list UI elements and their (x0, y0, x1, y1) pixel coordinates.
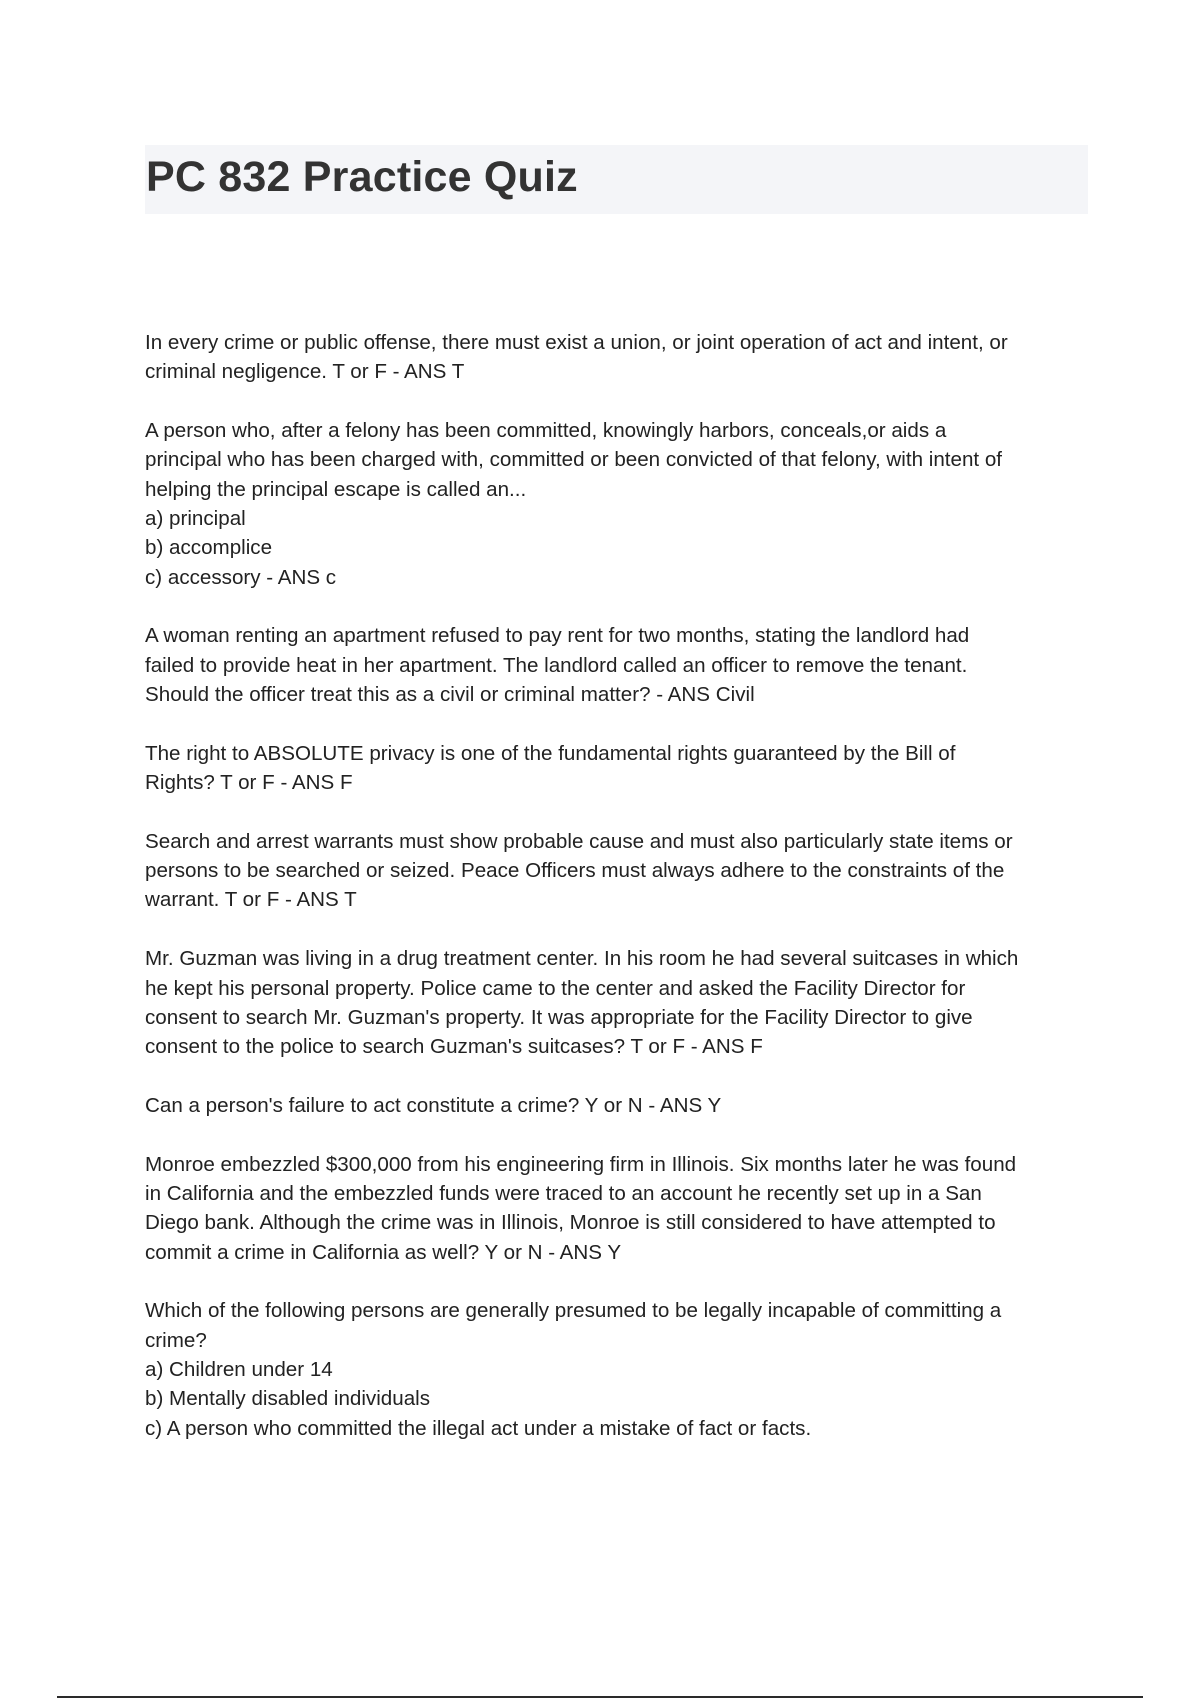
answer-option: c) A person who committed the illegal act under a mistake of fact or facts. (145, 1416, 812, 1440)
question-line: principal who has been charged with, committed or been convicted of that felony, with intent of (145, 448, 1003, 472)
question-line: criminal negligence. T or F - ANS T (145, 360, 465, 384)
page-title: PC 832 Practice Quiz (146, 153, 578, 201)
question-9 (145, 1296, 1090, 1442)
title-banner (145, 145, 1088, 214)
question-line: A woman renting an apartment refused to pay rent for two months, stating the landlord had (145, 624, 970, 648)
question-line: crime? (145, 1328, 207, 1352)
question-line: warrant. T or F - ANS T (145, 888, 357, 912)
question-1 (145, 328, 1090, 387)
question-line: he kept his personal property. Police came to the center and asked the Facility Director for (145, 976, 966, 1000)
question-5 (145, 827, 1090, 915)
question-line: commit a crime in California as well? Y or N - ANS Y (145, 1240, 622, 1264)
quiz-body (145, 328, 1090, 1472)
question-line: helping the principal escape is called an... (145, 477, 527, 501)
answer-option: b) accomplice (145, 536, 273, 560)
question-line: Should the officer treat this as a civil or criminal matter? - ANS Civil (145, 682, 755, 706)
question-line: Search and arrest warrants must show probable cause and must also particularly state items or (145, 829, 1013, 853)
question-line: persons to be searched or seized. Peace Officers must always adhere to the constraints of the (145, 859, 1005, 883)
question-line: Can a person's failure to act constitute a crime? Y or N - ANS Y (145, 1093, 722, 1117)
question-6 (145, 944, 1090, 1061)
question-3 (145, 621, 1090, 709)
question-line: in California and the embezzled funds were traced to an account he recently set up in a San (145, 1182, 982, 1206)
question-2 (145, 416, 1090, 592)
answer-option: c) accessory - ANS c (145, 565, 337, 589)
question-line: Monroe embezzled $300,000 from his engineering firm in Illinois. Six months later he was found (145, 1152, 1017, 1176)
question-line: The right to ABSOLUTE privacy is one of the fundamental rights guaranteed by the Bill of (145, 741, 956, 765)
question-line: A person who, after a felony has been committed, knowingly harbors, conceals,or aids a (145, 419, 947, 443)
question-4 (145, 739, 1090, 798)
question-line: consent to search Mr. Guzman's property. It was appropriate for the Facility Director to give (145, 1005, 973, 1029)
question-line: consent to the police to search Guzman's suitcases? T or F - ANS F (145, 1035, 763, 1059)
answer-option: a) Children under 14 (145, 1358, 333, 1382)
question-7 (145, 1091, 1090, 1120)
question-line: Mr. Guzman was living in a drug treatment center. In his room he had several suitcases in which (145, 947, 1019, 971)
question-line: Which of the following persons are generally presumed to be legally incapable of committing a (145, 1299, 1002, 1323)
question-line: Diego bank. Although the crime was in Illinois, Monroe is still considered to have attempted to (145, 1211, 996, 1235)
answer-option: a) principal (145, 506, 246, 530)
question-8 (145, 1150, 1090, 1267)
question-line: In every crime or public offense, there must exist a union, or joint operation of act and intent, or (145, 331, 1008, 354)
footer-divider (57, 1696, 1143, 1698)
question-line: Rights? T or F - ANS F (145, 771, 353, 795)
answer-option: b) Mentally disabled individuals (145, 1387, 431, 1411)
question-line: failed to provide heat in her apartment. The landlord called an officer to remove the tenant. (145, 653, 968, 677)
